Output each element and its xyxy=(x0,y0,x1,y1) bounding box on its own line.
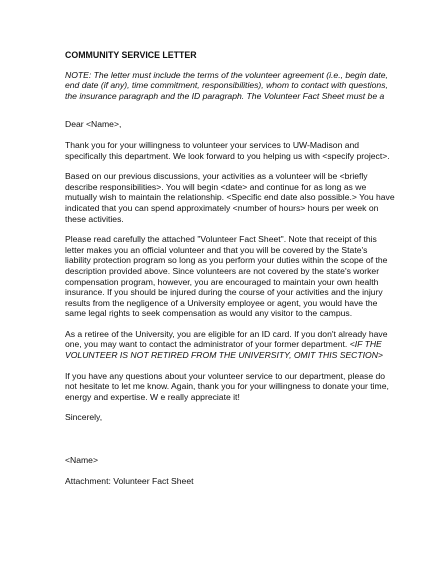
signature-name: <Name> xyxy=(65,455,98,466)
paragraph-activities: Based on our previous discussions, your activities as a volunteer will be <briefly describe responsibilities>. You will begin <date> and continue for as long as we mutually wish to maintain the relationship. <Specific end date also possible.> You have indicated that you can spend approximately <number of hours> hours per week on these activities. xyxy=(65,171,395,224)
paragraph-fact-sheet: Please read carefully the attached "Volunteer Fact Sheet". Note that receipt of this letter makes you an official volunteer and that you will be covered by the State's liability protection program so long as you perform your duties within the scope of the description provided above. Since volunteers are not covered by the state's worker compensation program, however, you are encouraged to maintain your own health insurance. If you should be injured during the course of your activities and the injury results from the negligence of a University employee or agent, you would have the same legal rights to seek compensation as would any visitor to the campus. xyxy=(65,234,388,319)
letter-title: COMMUNITY SERVICE LETTER xyxy=(65,50,197,60)
attachment-line: Attachment: Volunteer Fact Sheet xyxy=(65,475,194,486)
retiree-instruction: <IF THE VOLUNTEER IS NOT RETIRED FROM THE UNIVERSITY, OMIT THIS SECTION> xyxy=(65,339,383,361)
paragraph-retiree xyxy=(65,329,395,361)
salutation: Dear <Name>, xyxy=(65,119,122,130)
paragraph-intro: Thank you for your willingness to volunteer your services to UW-Madison and specifically this department. We look forward to you helping us with <specify project>. xyxy=(65,139,390,161)
retiree-text: As a retiree of the University, you are eligible for an ID card. If you don't already have one, you may want to contact the administrator of your former department. xyxy=(65,328,388,350)
instruction-note: NOTE: The letter must include the terms of the volunteer agreement (i.e., begin date, end date (if any), time commitment, responsibilities), whom to contact with questions, the insurance paragraph and the ID paragraph. The Volunteer Fact Sheet must be a xyxy=(65,69,388,101)
closing: Sincerely, xyxy=(65,412,103,423)
letter-page xyxy=(65,50,395,496)
paragraph-questions: If you have any questions about your volunteer service to our department, please do not hesitate to let me know. Again, thank you for your willingness to donate your time, energy and expertise. W e really appreciate it! xyxy=(65,370,389,402)
